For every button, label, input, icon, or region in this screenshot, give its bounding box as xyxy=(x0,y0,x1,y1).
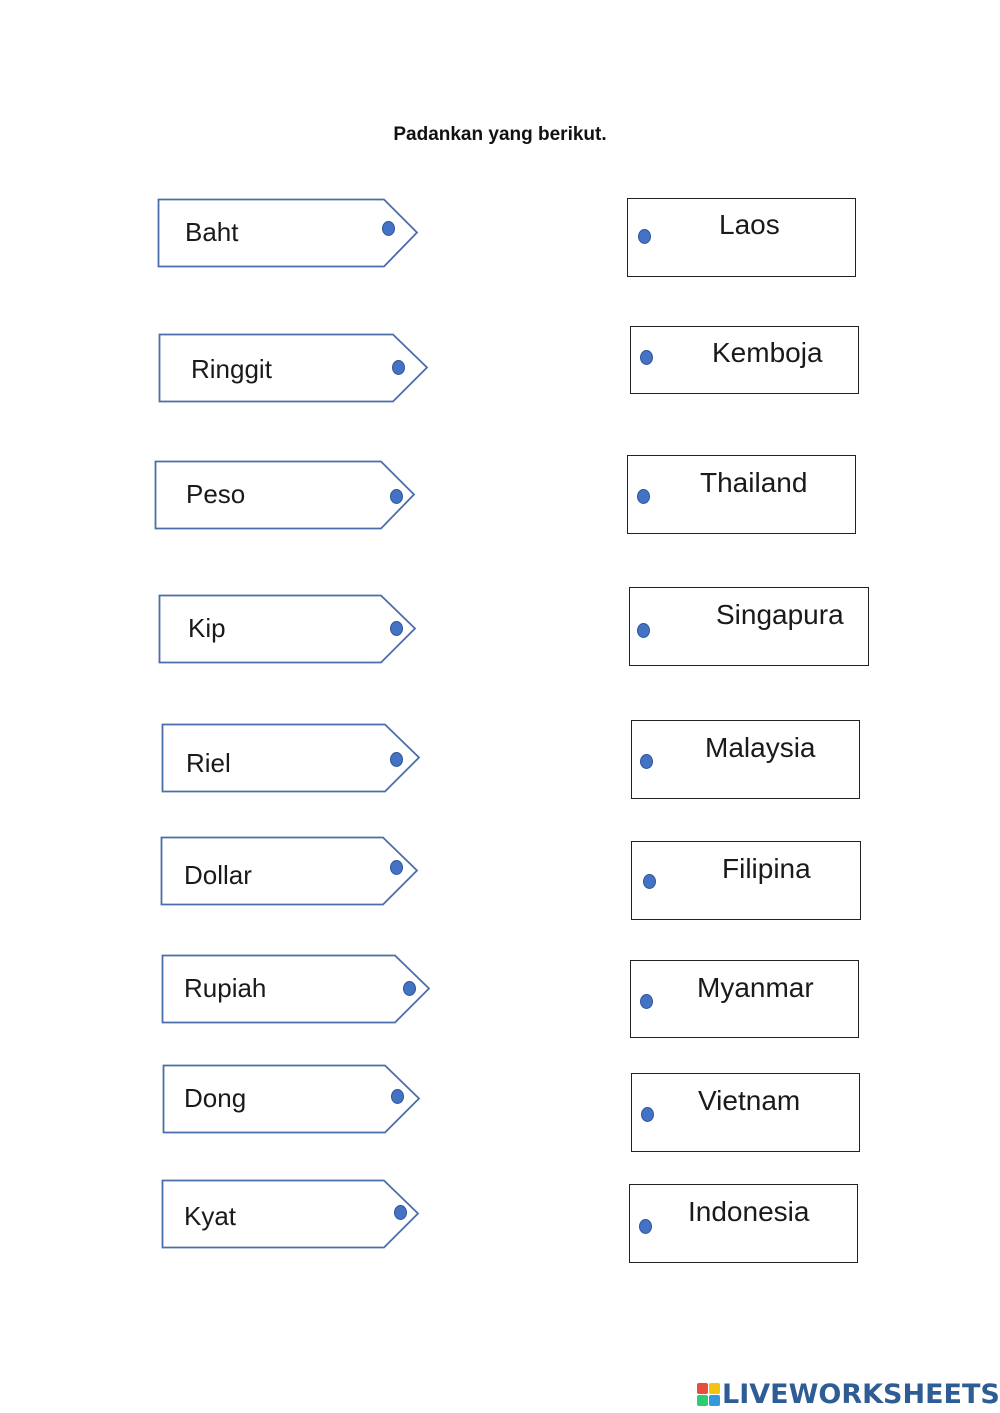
currency-tag-kip xyxy=(158,594,417,664)
brand-name: LIVEWORKSHEETS xyxy=(722,1378,1000,1410)
currency-dot-dollar[interactable] xyxy=(390,860,403,875)
currency-label: Dong xyxy=(184,1083,247,1113)
country-label: Filipina xyxy=(722,853,811,884)
currency-label: Riel xyxy=(186,748,231,778)
country-dot-vietnam[interactable] xyxy=(641,1107,654,1122)
country-dot-indonesia[interactable] xyxy=(639,1219,652,1234)
country-label: Thailand xyxy=(700,467,808,498)
country-box-singapura xyxy=(629,587,869,666)
currency-tag-baht xyxy=(157,198,419,268)
currency-dot-dong[interactable] xyxy=(391,1089,404,1104)
currency-tag-dong xyxy=(162,1064,421,1134)
country-label: Malaysia xyxy=(705,732,816,763)
country-dot-laos[interactable] xyxy=(638,229,651,244)
currency-label: Baht xyxy=(185,217,239,247)
currency-tag-riel xyxy=(161,723,421,793)
liveworksheets-logo xyxy=(697,1376,1000,1412)
currency-dot-kyat[interactable] xyxy=(394,1205,407,1220)
currency-dot-rupiah[interactable] xyxy=(403,981,416,996)
country-box-laos xyxy=(627,198,856,277)
country-dot-kemboja[interactable] xyxy=(640,350,653,365)
currency-tag-peso xyxy=(154,460,416,530)
country-box-kemboja xyxy=(630,326,859,394)
currency-label: Kip xyxy=(188,613,226,643)
currency-dot-ringgit[interactable] xyxy=(392,360,405,375)
country-box-indonesia xyxy=(629,1184,858,1263)
currency-label: Peso xyxy=(186,479,246,509)
country-dot-singapura[interactable] xyxy=(637,623,650,638)
currency-dot-baht[interactable] xyxy=(382,221,395,236)
country-label: Laos xyxy=(719,209,780,240)
currency-tag-kyat xyxy=(161,1179,420,1249)
country-label: Vietnam xyxy=(698,1085,801,1116)
currency-label: Kyat xyxy=(184,1201,237,1231)
country-box-filipina xyxy=(631,841,861,920)
country-box-vietnam xyxy=(631,1073,860,1152)
currency-tag-ringgit xyxy=(158,333,429,403)
country-box-myanmar xyxy=(630,960,859,1038)
currency-label: Dollar xyxy=(184,860,252,890)
country-dot-myanmar[interactable] xyxy=(640,994,653,1009)
country-dot-malaysia[interactable] xyxy=(640,754,653,769)
currency-label: Rupiah xyxy=(184,973,267,1003)
currency-dot-kip[interactable] xyxy=(390,621,403,636)
country-label: Indonesia xyxy=(688,1196,810,1227)
currency-tag-rupiah xyxy=(161,954,431,1024)
country-label: Myanmar xyxy=(697,972,814,1003)
country-dot-filipina[interactable] xyxy=(643,874,656,889)
country-box-malaysia xyxy=(631,720,860,799)
instruction-title: Padankan yang berikut. xyxy=(393,124,607,145)
liveworksheets-logo-icon xyxy=(697,1383,720,1406)
country-label: Kemboja xyxy=(712,337,823,368)
country-label: Singapura xyxy=(716,599,844,630)
country-dot-thailand[interactable] xyxy=(637,489,650,504)
currency-label: Ringgit xyxy=(191,354,272,384)
currency-dot-riel[interactable] xyxy=(390,752,403,767)
currency-dot-peso[interactable] xyxy=(390,489,403,504)
country-box-thailand xyxy=(627,455,856,534)
currency-tag-dollar xyxy=(160,836,419,906)
